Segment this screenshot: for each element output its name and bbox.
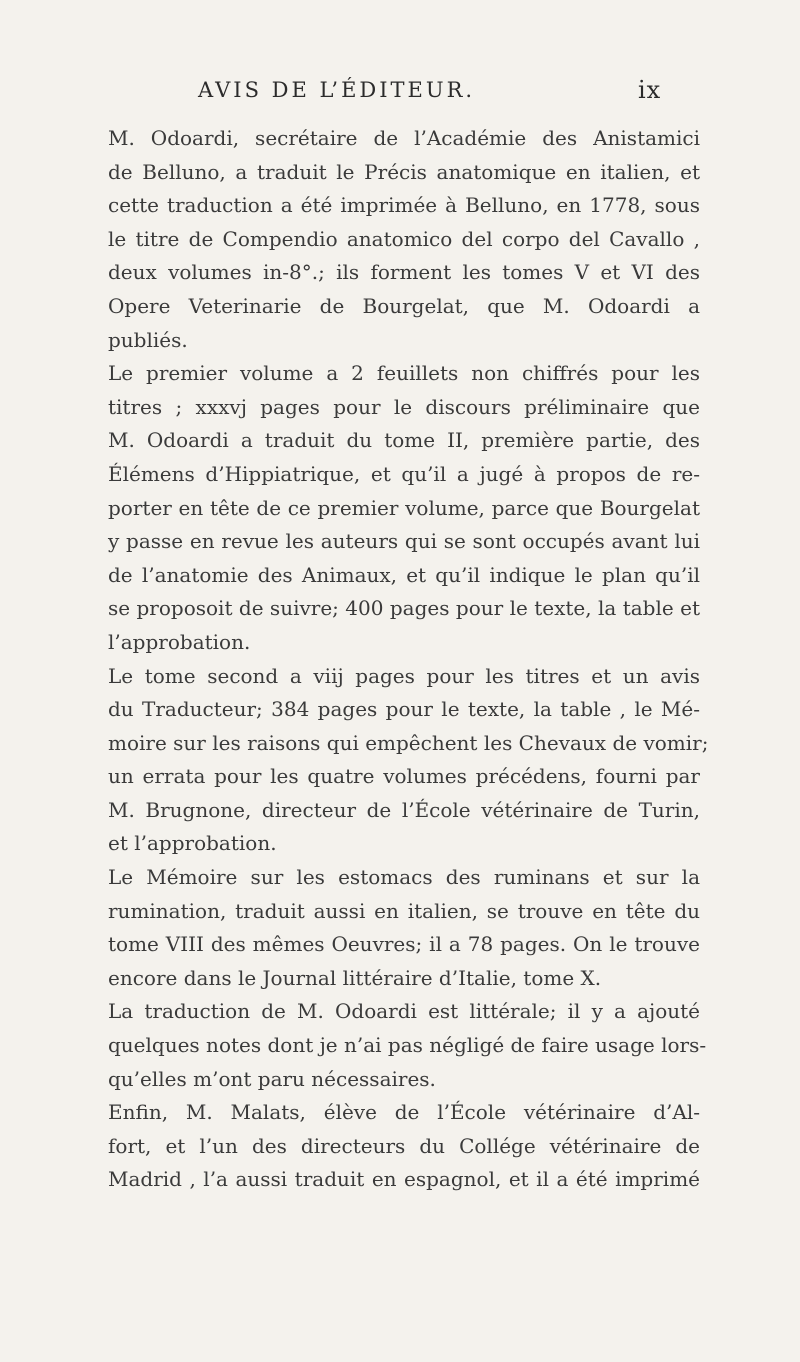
paragraph-5 bbox=[90, 995, 707, 1096]
text-line: de Belluno, a traduit le Précis anatomique en italien, et bbox=[108, 159, 700, 184]
text-line: Le tome second a viij pages pour les titres et un avis bbox=[108, 663, 700, 688]
text-line: M. Brugnone, directeur de l’École vétérinaire de Turin, bbox=[108, 797, 700, 822]
text-line: de l’anatomie des Animaux, et qu’il indique le plan qu’il bbox=[108, 562, 700, 587]
text-line: fort, et l’un des directeurs du Collége vétérinaire de bbox=[108, 1133, 700, 1158]
text-line: l’approbation. bbox=[108, 629, 251, 654]
text-line: moire sur les raisons qui empêchent les Chevaux de vomir; bbox=[108, 730, 709, 755]
text-line: Madrid , l’a aussi traduit en espagnol, et il a été imprimé bbox=[108, 1167, 700, 1192]
text-line: encore dans le Journal littéraire d’Italie, tome X. bbox=[108, 965, 602, 990]
text-line: La traduction de M. Odoardi est littérale; il y a ajouté bbox=[108, 999, 700, 1024]
text-line: y passe en revue les auteurs qui se sont occupés avant lui bbox=[108, 529, 700, 554]
text-line: tome VIII des mêmes Oeuvres; il a 78 pages. On le trouve bbox=[108, 932, 700, 957]
text-line: se proposoit de suivre; 400 pages pour le texte, la table et bbox=[108, 596, 700, 621]
text-line: rumination, traduit aussi en italien, se trouve en tête du bbox=[108, 898, 700, 923]
text-line: qu’elles m’ont paru nécessaires. bbox=[108, 1066, 436, 1091]
text-line: cette traduction a été imprimée à Belluno, en 1778, sous bbox=[108, 193, 700, 218]
text-line: Opere Veterinarie de Bourgelat, que M. Odoardi a bbox=[108, 293, 700, 318]
running-head: AVIS DE L’ÉDITEUR. bbox=[198, 78, 476, 102]
text-line: deux volumes in-8°.; ils forment les tomes V et VI des bbox=[108, 260, 700, 285]
text-line: un errata pour les quatre volumes précédens, fourni par bbox=[108, 764, 700, 789]
text-line: le titre de Compendio anatomico del corpo del Cavallo , bbox=[108, 226, 700, 251]
paragraph-1 bbox=[90, 122, 700, 357]
text-line: Le premier volume a 2 feuillets non chiffrés pour les bbox=[108, 361, 700, 386]
paragraph-4 bbox=[90, 861, 700, 995]
text-line: M. Odoardi, secrétaire de l’Académie des Anistamici bbox=[108, 126, 700, 150]
text-line: Élémens d’Hippiatrique, et qu’il a jugé à propos de re- bbox=[108, 461, 700, 486]
text-line: porter en tête de ce premier volume, parce que Bourgelat bbox=[108, 495, 700, 520]
paragraph-3 bbox=[90, 660, 709, 862]
text-line: du Traducteur; 384 pages pour le texte, la table , le Mé- bbox=[108, 697, 700, 722]
text-line: Le Mémoire sur les estomacs des ruminans et sur la bbox=[108, 865, 700, 890]
paragraph-2 bbox=[90, 357, 700, 659]
text-line: M. Odoardi a traduit du tome II, première partie, des bbox=[108, 428, 700, 453]
page-number: ix bbox=[638, 76, 662, 104]
text-line: quelques notes dont je n’ai pas négligé de faire usage lors- bbox=[108, 1033, 707, 1058]
text-line: publiés. bbox=[108, 327, 188, 352]
text-line: titres ; xxxvj pages pour le discours préliminaire que bbox=[108, 394, 700, 419]
text-line: et l’approbation. bbox=[108, 831, 277, 856]
body-text bbox=[90, 122, 709, 1197]
text-line: Enfin, M. Malats, élève de l’École vétérinaire d’Al- bbox=[108, 1100, 700, 1125]
paragraph-6 bbox=[90, 1096, 700, 1197]
